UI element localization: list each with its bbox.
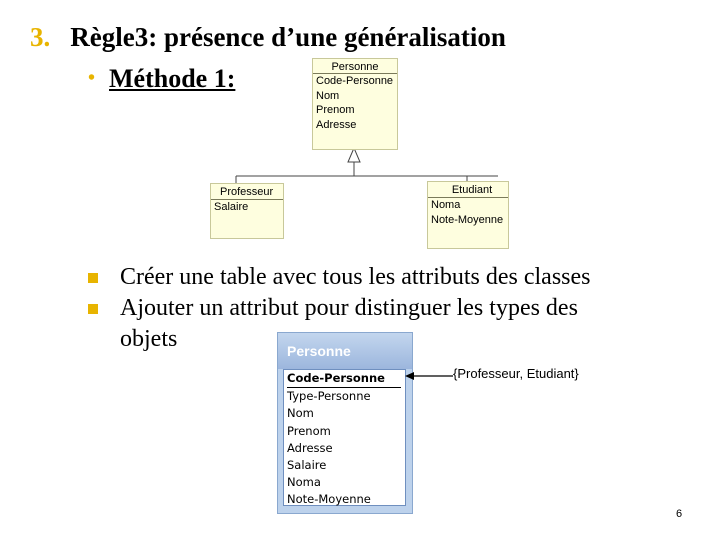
table-field: Salaire xyxy=(287,458,327,473)
uml-class-professeur xyxy=(210,183,284,239)
table-field-list xyxy=(283,369,406,506)
table-personne xyxy=(277,332,413,514)
uml-attribute: Code-Personne xyxy=(313,73,397,89)
uml-class-name: Etudiant xyxy=(428,182,508,198)
uml-attribute: Nom xyxy=(316,89,340,102)
uml-attribute: Noma xyxy=(431,199,461,211)
inheritance-triangle xyxy=(348,148,360,162)
title-text: Règle3: présence d’une généralisation xyxy=(70,22,506,52)
table-field: Noma xyxy=(287,475,321,490)
uml-class-etudiant xyxy=(427,181,509,249)
uml-attribute: Note-Moyenne xyxy=(431,213,504,226)
bullet-text: Créer une table avec tous les attributs des classes xyxy=(120,264,591,290)
bullet-text-continuation: objets xyxy=(120,326,178,352)
bullet-text: Ajouter un attribut pour distinguer les types des xyxy=(120,295,578,321)
bullet-item xyxy=(88,262,591,293)
uml-attribute: Salaire xyxy=(214,201,249,213)
table-field: Adresse xyxy=(287,440,333,455)
table-field: Type-Personne xyxy=(287,389,371,404)
uml-class-name: Professeur xyxy=(211,184,283,200)
square-bullet-icon xyxy=(88,273,98,283)
annotation-type-values: {Professeur, Etudiant} xyxy=(453,366,579,381)
subtitle-bullet: • xyxy=(88,67,96,89)
square-bullet-icon xyxy=(88,304,98,314)
table-field: Prenom xyxy=(287,423,331,438)
table-field-key: Code-Personne xyxy=(287,370,401,388)
subtitle-text: Méthode 1: xyxy=(109,64,236,93)
uml-attribute: Adresse xyxy=(316,118,357,131)
uml-class-name: Personne xyxy=(331,61,379,73)
table-field: Nom xyxy=(287,406,314,421)
page-number: 6 xyxy=(676,508,683,520)
uml-class-personne xyxy=(312,58,398,150)
table-field: Note-Moyenne xyxy=(287,492,371,507)
annotation-arrow-icon xyxy=(405,368,455,384)
title-number: 3. xyxy=(30,22,51,52)
uml-attribute: Prenom xyxy=(316,104,355,116)
table-title: Personne xyxy=(278,333,412,369)
